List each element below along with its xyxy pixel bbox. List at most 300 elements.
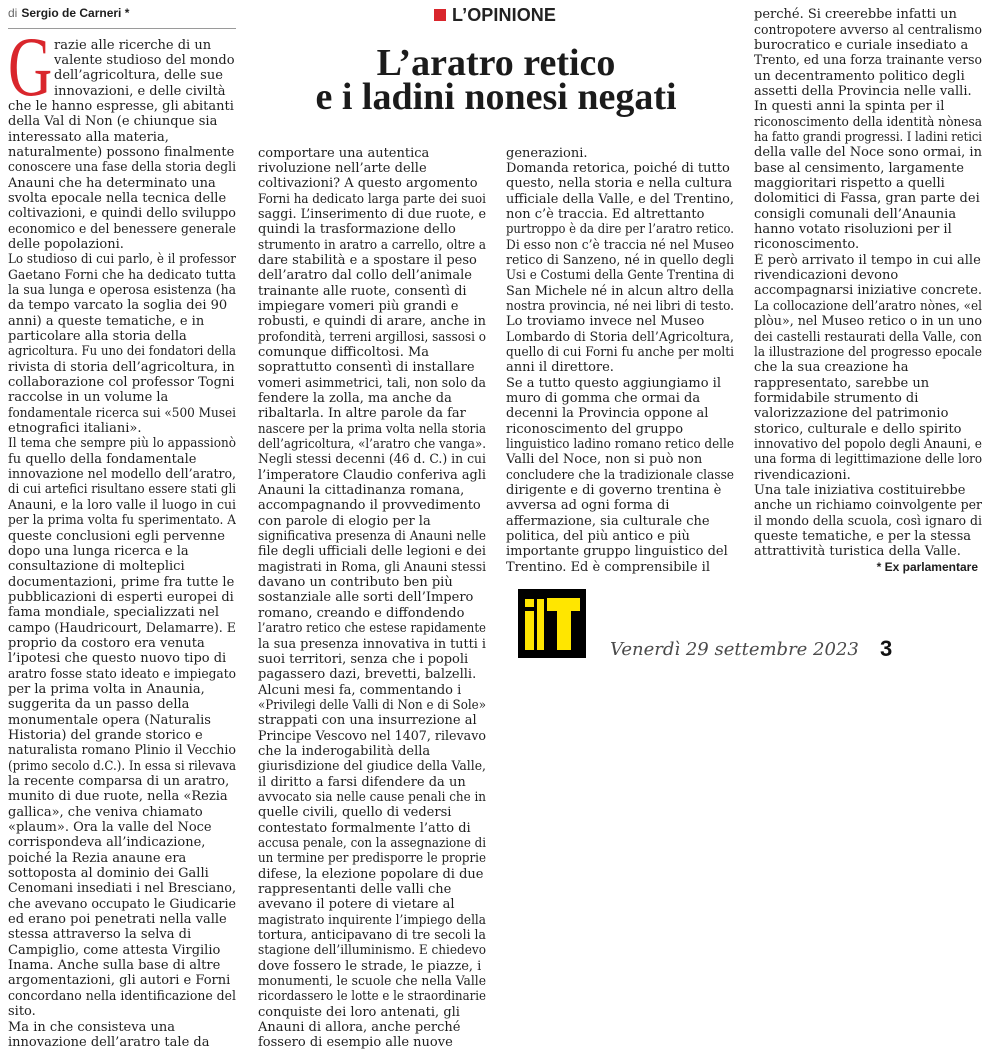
article-line — [258, 943, 486, 958]
issue-date: Venerdì 29 settembre 2023 — [610, 639, 859, 660]
article-line-text: comunque difficoltosi. Ma — [258, 344, 430, 360]
article-line-text: Anauni, e la loro valle il luogo in cui — [8, 497, 236, 513]
article-line — [506, 268, 734, 283]
article-line — [754, 406, 982, 421]
article-line — [8, 1020, 236, 1035]
article-line-text: Trento, ed una forza trainante verso — [754, 53, 982, 69]
article-line-text: fossero di esempio alle nuove — [258, 1035, 453, 1051]
article-line-text: coltivazioni, e quindi dello sviluppo — [8, 206, 236, 222]
article-line — [754, 529, 982, 544]
article-line-text: interessato alla materia, — [8, 129, 169, 145]
article-line — [506, 238, 734, 253]
article-line — [754, 222, 982, 237]
article-line — [258, 805, 486, 820]
article-line-text: dopo una lunga ricerca e la — [8, 543, 189, 559]
article-line-text: dei castelli restaurati della Valle, con — [754, 329, 982, 345]
article-line-text: naturalmente) possono finalmente — [8, 144, 235, 160]
article-line — [8, 544, 236, 559]
article-line — [754, 422, 982, 437]
article-line-text: riconoscimento della identità nònesa — [754, 114, 982, 130]
article-line-text: pubblicazioni di esperti europei di — [8, 589, 234, 605]
article-line — [258, 238, 486, 253]
article-line — [258, 391, 486, 406]
article-line — [258, 683, 486, 698]
article-line — [506, 207, 734, 222]
article-line — [258, 974, 486, 989]
article-line-text: sottoposta al dominio dei Galli — [8, 866, 209, 882]
article-line-text: monumentale opera (Naturalis — [8, 712, 211, 728]
article-line — [258, 759, 486, 774]
article-line — [258, 299, 486, 314]
article-line-text: rivendicazioni devono — [754, 268, 899, 284]
article-line — [8, 851, 236, 866]
article-line — [8, 467, 236, 482]
headline-line-2: e i ladini nonesi negati — [315, 76, 677, 118]
article-line-text: dell’agricoltura, «l’aratro che vanga». — [258, 437, 486, 453]
article-column-3 — [506, 146, 734, 576]
article-line-text: per la prima volta in Anaunia, — [8, 681, 205, 697]
article-line — [8, 314, 236, 329]
article-line — [258, 161, 486, 176]
article-line — [258, 836, 486, 851]
article-line — [754, 145, 982, 160]
article-line-text: plòu», nel Museo retico o in un uno — [754, 314, 982, 330]
article-line-text: avvocato sia nelle cause penali che in — [258, 789, 486, 805]
article-line-text: «plaum». Ora la valle del Noce — [8, 820, 212, 836]
article-line — [258, 897, 486, 912]
article-line — [8, 989, 236, 1004]
article-line-text: rivoluzione nell’arte delle — [258, 160, 427, 176]
article-line — [506, 422, 734, 437]
article-line — [8, 252, 236, 267]
article-line-text: ha fatto grandi progressi. I ladini retici — [754, 130, 982, 146]
article-line-text: perché. Si creerebbe infatti un — [754, 7, 957, 23]
article-line-text: suoi territori, senza che i popoli — [258, 651, 469, 667]
article-line — [258, 192, 486, 207]
article-line-text: In questi anni la spinta per il — [754, 99, 945, 115]
article-line-text: quello di cui Forni fu anche per molti — [506, 344, 734, 360]
article-line-text: saggi. L’inserimento di due ruote, e — [258, 206, 486, 222]
article-line-text: Anauni che ha determinato una — [8, 175, 216, 191]
page-number: 3 — [880, 636, 893, 661]
article-line-text: queste conclusioni egli pervenne — [8, 528, 225, 544]
article-line — [754, 468, 982, 483]
article-line-text: che avevano occupato le Giudicarie — [8, 896, 236, 912]
article-line — [506, 376, 734, 391]
article-line — [258, 1005, 486, 1020]
article-line — [754, 376, 982, 391]
article-column-4 — [754, 7, 982, 559]
article-line — [506, 192, 734, 207]
article-line-text: valorizzazione del patrimonio — [754, 406, 949, 422]
article-line-text: raccolse in un volume la — [8, 390, 169, 406]
article-line-text: anni) a queste tematiche, e in — [8, 313, 205, 329]
article-line — [258, 667, 486, 682]
article-line-text: La collocazione dell’aratro nònes, «el — [754, 298, 982, 314]
article-line — [8, 298, 236, 313]
article-line-text: davano un contributo ben più — [258, 575, 453, 591]
article-line-text: agricoltura. Fu uno dei fondatori della — [8, 344, 236, 360]
article-line — [754, 391, 982, 406]
article-line — [8, 667, 236, 682]
article-line — [506, 360, 734, 375]
article-line — [506, 330, 734, 345]
article-line — [8, 529, 236, 544]
article-line-text: Valli del Noce, non si può non — [506, 452, 703, 468]
article-line-text: Historia) del grande storico e — [8, 727, 203, 743]
article-line-text: hanno votato risoluzioni per il — [754, 222, 952, 238]
article-line — [754, 23, 982, 38]
article-line — [258, 913, 486, 928]
article-line — [506, 222, 734, 237]
article-line-text: importante gruppo linguistico del — [506, 544, 728, 560]
article-line — [506, 544, 734, 559]
article-line-text: di cui artefici risultano essere stati gli — [8, 482, 236, 498]
article-line-text: rivista di storia dell’agricoltura, in — [8, 359, 235, 375]
article-line — [258, 729, 486, 744]
article-line — [506, 161, 734, 176]
article-line — [8, 651, 236, 666]
article-line-text: queste tematiche, e per la stessa — [754, 528, 972, 544]
article-line-text: economico e del benessere generale — [8, 221, 236, 237]
article-line-text: retico di Sanzeno, né in quello degli — [506, 252, 734, 268]
article-line — [8, 329, 236, 344]
article-line — [258, 637, 486, 652]
article-line — [506, 391, 734, 406]
byline-prefix: di — [8, 6, 18, 20]
article-line — [754, 345, 982, 360]
article-line-text: che le hanno espresse, gli abitanti — [8, 98, 234, 114]
article-line — [754, 514, 982, 529]
article-line — [54, 53, 236, 68]
article-line-text: maggioritari rispetto a quelli — [754, 176, 945, 192]
article-line-text: strumento in aratro a carrello, oltre a — [258, 237, 486, 253]
article-line — [8, 160, 236, 175]
article-line-text: comportare una autentica — [258, 145, 430, 161]
article-line-text: consigli comunali dell’Anaunia — [754, 206, 957, 222]
article-line-text: particolare alla storia della — [8, 329, 187, 345]
article-line-text: soprattutto consentì di installare — [258, 360, 475, 376]
article-line-text: Trentino. Ed è comprensibile il — [506, 559, 710, 575]
article-line — [506, 253, 734, 268]
article-line-text: assetti della Provincia nelle valli. — [754, 84, 972, 100]
article-line-text: storico, culturale e dello spirito — [754, 421, 962, 437]
article-line — [258, 222, 486, 237]
article-line-text: sostanziale alle sorti dell’Impero — [258, 590, 474, 606]
article-line-text: accompagnarsi iniziative concrete. — [754, 283, 982, 299]
article-line — [8, 513, 236, 528]
article-line-text: valente studioso del mondo — [54, 52, 235, 68]
article-line — [8, 283, 236, 298]
article-line — [754, 544, 982, 559]
article-line-text: stessa attraverso la selva di — [8, 927, 192, 943]
article-line-text: difese, la elezione popolare di due — [258, 866, 484, 882]
article-line-text: un termine per predisporre le proprie — [258, 851, 486, 867]
article-line-text: la illustrazione del progresso epocale — [754, 344, 982, 360]
article-line-text: tortura, anticipavano di tre secoli la — [258, 928, 486, 944]
article-line-text: politica, del più antico e più — [506, 529, 690, 545]
article-line — [258, 452, 486, 467]
article-line — [8, 943, 236, 958]
article-line — [8, 713, 236, 728]
article-line-text: innovazione dell’aratro tale da — [8, 1034, 210, 1050]
article-line-text: avversa ad ogni forma di — [506, 498, 670, 514]
article-line-text: aratro fosse stato ideato e impiegato — [8, 666, 236, 682]
article-line-text: coltivazioni? A questo argomento — [258, 176, 478, 192]
article-line — [8, 268, 236, 283]
article-line-text: una forma di legittimazione delle loro — [754, 452, 982, 468]
article-line — [754, 483, 982, 498]
article-line-text: ribaltarla. In altre parole da far — [258, 406, 466, 422]
article-line-text: dove fossero le strade, le piazze, i — [258, 958, 482, 974]
article-line — [8, 575, 236, 590]
article-line-text: pagassero dazi, brevetti, balzelli. — [258, 667, 477, 683]
article-line-text: da tempo varcato la soglia dei 90 — [8, 298, 228, 314]
article-line-text: È però arrivato il tempo in cui alle — [754, 252, 981, 268]
article-line-text: Lo troviamo invece nel Museo — [506, 314, 705, 330]
article-line — [258, 176, 486, 191]
article-line — [506, 284, 734, 299]
article-line-text: Di esso non c’è traccia né nel Museo — [506, 237, 734, 253]
headline — [258, 42, 734, 118]
article-line — [754, 268, 982, 283]
article-line-text: Anauni la cittadinanza romana, — [258, 483, 465, 499]
article-line — [8, 482, 236, 497]
article-line-text: che la inderogabilità della — [258, 743, 431, 759]
article-line — [8, 958, 236, 973]
article-line — [54, 84, 236, 99]
article-line — [258, 821, 486, 836]
article-line — [8, 728, 236, 743]
article-line — [754, 330, 982, 345]
article-line-text: Ma in che consisteva una — [8, 1019, 175, 1035]
article-line-text: riconoscimento del gruppo — [506, 421, 684, 437]
article-line-text: decenni la Provincia oppone al — [506, 406, 709, 422]
article-line-text: un decentramento politico degli — [754, 68, 965, 84]
article-line — [258, 422, 486, 437]
article-line — [258, 483, 486, 498]
article-line-text: Negli stessi decenni (46 d. C.) in cui — [258, 452, 486, 468]
article-line-text: la sua presenza innovativa in tutti i — [258, 636, 486, 652]
article-line — [754, 253, 982, 268]
article-line — [8, 1035, 236, 1050]
article-line — [754, 360, 982, 375]
article-line-text: sito. — [8, 1004, 36, 1020]
article-line-text: anni il direttore. — [506, 360, 614, 376]
article-line — [754, 207, 982, 222]
article-line — [8, 636, 236, 651]
article-line — [258, 253, 486, 268]
article-line — [754, 314, 982, 329]
article-line — [754, 69, 982, 84]
article-line — [258, 928, 486, 943]
article-line — [506, 345, 734, 360]
article-line-text: San Michele né in alcun altro della — [506, 283, 734, 299]
newspaper-logo-icon — [518, 589, 586, 658]
article-line-text: affermazione, sia culturale che — [506, 513, 710, 529]
article-line-text: che la sua creazione ha — [754, 360, 909, 376]
article-line-text: Gaetano Forni che ha dedicato tutta — [8, 267, 236, 283]
article-line — [8, 375, 236, 390]
article-line-text: muro di gomma che ormai da — [506, 391, 701, 406]
article-line — [506, 299, 734, 314]
article-line — [754, 498, 982, 513]
article-line-text: per la prima volta fu sperimentato. A — [8, 513, 236, 529]
article-line — [258, 330, 486, 345]
article-line-text: Alcuni mesi fa, commentando i — [258, 682, 462, 698]
article-line-text: rappresentato, sarebbe un — [754, 375, 930, 391]
article-line — [754, 437, 982, 452]
article-line — [8, 605, 236, 620]
article-line-text: l’ipotesi che questo nuovo tipo di — [8, 651, 227, 667]
article-line — [258, 514, 486, 529]
article-line-text: burocratico e curiale insediato a — [754, 37, 969, 53]
article-line — [8, 145, 236, 160]
article-line — [8, 805, 236, 820]
article-line-text: «Privilegi delle Valli di Non e di Sole» — [258, 697, 486, 713]
article-line — [258, 406, 486, 421]
article-line-text: stagione dell’illuminismo. E chiedevo — [258, 943, 486, 959]
article-line — [8, 130, 236, 145]
article-line — [8, 866, 236, 881]
article-line — [258, 284, 486, 299]
article-line-text: il diritto a farsi difendere da un — [258, 774, 466, 790]
article-line — [258, 529, 486, 544]
article-line-text: significativa presenza di Anauni nelle — [258, 529, 486, 545]
article-line — [258, 744, 486, 759]
article-line — [8, 912, 236, 927]
article-line-text: fama mondiale, specializzati nel — [8, 605, 220, 621]
article-line-text: naturalista romano Plinio il Vecchio — [8, 743, 236, 759]
article-line — [8, 973, 236, 988]
article-line-text: questo, nella storia e nella cultura — [506, 176, 733, 192]
article-line — [258, 468, 486, 483]
article-line — [258, 437, 486, 452]
article-line — [258, 314, 486, 329]
article-line — [8, 114, 236, 129]
article-line — [8, 590, 236, 605]
article-line — [8, 789, 236, 804]
article-line-text: Se a tutto questo aggiungiamo il — [506, 375, 721, 391]
byline-author: Sergio de Carneri * — [21, 6, 130, 20]
article-line-text: ufficiale della Valle, e del Trentino, — [506, 191, 734, 207]
article-line — [506, 483, 734, 498]
article-line — [258, 498, 486, 513]
article-line-text: campo (Haudricourt, Delamarre). E — [8, 620, 236, 636]
article-line — [258, 590, 486, 605]
article-line — [754, 115, 982, 130]
article-line-text: nascere per la prima volta nella storia — [258, 421, 486, 437]
article-line-text: anche un richiamo coinvolgente per — [754, 498, 982, 514]
article-line — [8, 206, 236, 221]
article-line-text: dell’aratro dal collo dell’animale — [258, 268, 472, 284]
article-line-text: razie alle ricerche di un — [54, 37, 212, 53]
article-line — [506, 514, 734, 529]
article-line — [8, 559, 236, 574]
article-line-text: Principe Vescovo nel 1407, rilevavo — [258, 728, 486, 744]
article-line — [754, 84, 982, 99]
article-line — [258, 713, 486, 728]
article-line-text: innovazione nel modello dell’aratro, — [8, 467, 236, 483]
article-line-text: l’imperatore Claudio conferiva agli — [258, 467, 486, 483]
article-line — [8, 360, 236, 375]
article-line — [506, 452, 734, 467]
article-line — [258, 360, 486, 375]
article-line-text: documentazioni, prime fra tutte le — [8, 574, 235, 590]
article-line-text: base al censimento, largamente — [754, 160, 964, 176]
article-line-text: conoscere una fase della storia degli — [8, 160, 236, 176]
article-line-text: ricordassero le lotte e le straordinarie — [258, 989, 486, 1005]
article-line-text: rivendicazioni. — [754, 467, 851, 483]
article-line — [258, 790, 486, 805]
article-line-text: linguistico ladino romano retico delle — [506, 437, 734, 453]
article-line — [8, 436, 236, 451]
headline-line-1: L’aratro retico — [376, 42, 616, 84]
article-line — [8, 820, 236, 835]
article-line — [258, 851, 486, 866]
article-line — [506, 498, 734, 513]
section-label: L’OPINIONE — [452, 5, 557, 25]
article-line — [506, 560, 734, 575]
drop-cap: G — [8, 20, 53, 114]
article-line — [8, 759, 236, 774]
article-line-text: delle popolazioni. — [8, 236, 124, 252]
article-line-text: munito di due ruote, nella «Rezia — [8, 789, 228, 805]
article-line-text: strappati con una insurrezione al — [258, 713, 477, 729]
article-line — [258, 775, 486, 790]
article-line — [258, 575, 486, 590]
article-line-text: dirigente e di governo trentina è — [506, 483, 722, 499]
article-line-text: consultazione di molteplici — [8, 559, 185, 575]
article-line-text: nostra provincia, né nei libri di testo. — [506, 298, 734, 314]
article-line-text: fondamentale ricerca sui «500 Musei — [8, 405, 236, 421]
article-line — [506, 146, 734, 161]
article-line-text: Inama. Anche sulla base di altre — [8, 958, 221, 974]
article-line-text: Cenomani insediati i nel Bresciano, — [8, 881, 236, 897]
section-square-icon — [434, 9, 446, 21]
article-line-text: collaborazione col professor Togni — [8, 375, 235, 391]
article-line-text: la recente comparsa di un aratro, — [8, 774, 230, 789]
article-line-text: Campiglio, come attesta Virgilio — [8, 942, 221, 958]
article-line — [258, 882, 486, 897]
article-line-text: gallica», che veniva chiamato — [8, 804, 203, 820]
article-line — [8, 344, 236, 359]
article-line — [258, 544, 486, 559]
article-line — [754, 283, 982, 298]
article-line-text: innovativo del popolo degli Anauni, e — [754, 436, 982, 452]
article-line — [8, 191, 236, 206]
article-column-2 — [258, 146, 486, 1051]
article-line-text: conquiste dei loro antenati, gli — [258, 1004, 460, 1020]
article-line — [258, 345, 486, 360]
article-line-text: avevano il potere di vietare al — [258, 897, 455, 913]
article-line-text: magistrato inquirente l’impiego della — [258, 912, 486, 928]
article-line-text: l’aratro retico che estese rapidamente — [258, 621, 486, 637]
article-line-text: generazioni. — [506, 145, 588, 161]
article-line — [754, 161, 982, 176]
article-line-text: innovazioni, e delle civiltà — [54, 83, 226, 99]
article-line — [258, 989, 486, 1004]
article-line-text: romano, creando e diffondendo — [258, 605, 465, 621]
article-line — [54, 68, 236, 83]
article-line-text: etnografici italiani». — [8, 421, 142, 437]
article-line-text: accompagnando il provvedimento — [258, 498, 481, 514]
article-line — [8, 237, 236, 252]
article-line — [258, 606, 486, 621]
article-line-text: non c’è traccia. Ed altrettanto — [506, 206, 705, 222]
article-line-text: dare stabilità e a spostare il peso — [258, 252, 477, 268]
article-line-text: svolta epocale nella tecnica delle — [8, 190, 227, 206]
